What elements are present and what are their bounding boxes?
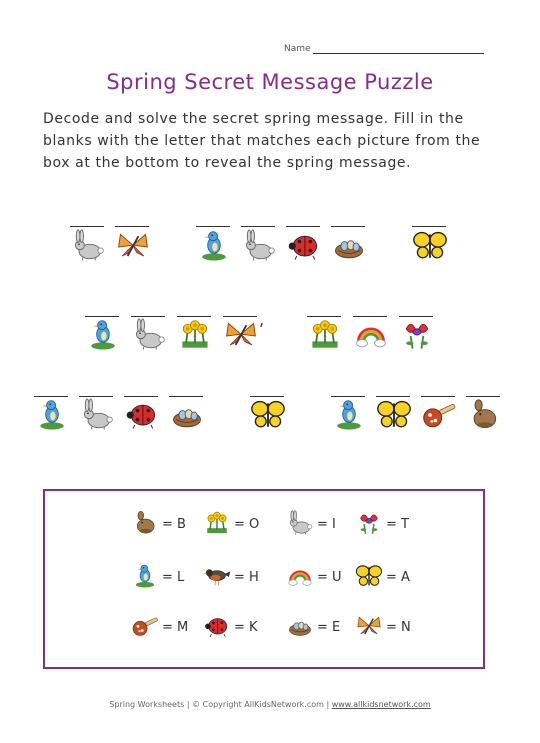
rabbit-icon (70, 229, 106, 263)
answer-blank[interactable] (177, 316, 211, 317)
mushroom-icon (421, 398, 457, 432)
robin-icon (203, 563, 231, 591)
answer-blank[interactable] (34, 396, 68, 397)
bird-icon (85, 318, 121, 352)
tulips-icon (355, 510, 383, 538)
answer-blank[interactable] (399, 316, 433, 317)
key-letter: = B (162, 517, 186, 532)
key-letter: = T (386, 517, 409, 532)
answer-blank[interactable] (353, 316, 387, 317)
butterfly-yellow-icon (376, 398, 412, 432)
footer-link[interactable]: www.allkidsnetwork.com (331, 700, 431, 709)
butterfly-pink-icon (115, 229, 151, 263)
ladybug-icon (124, 398, 160, 432)
daffodil-icon (203, 510, 231, 538)
answer-blank[interactable] (115, 226, 149, 227)
key-letter: = A (386, 570, 410, 585)
answer-blank[interactable] (169, 396, 203, 397)
answer-blank[interactable] (421, 396, 455, 397)
answer-blank[interactable] (85, 316, 119, 317)
rabbit-icon (131, 318, 167, 352)
answer-blank[interactable] (412, 226, 446, 227)
answer-blank[interactable] (223, 316, 257, 317)
bunny-brown-icon (466, 398, 502, 432)
mushroom-icon (131, 613, 159, 641)
answer-blank[interactable] (124, 396, 158, 397)
butterfly-yellow-icon (412, 229, 448, 263)
answer-blank[interactable] (307, 316, 341, 317)
ladybug-icon (286, 229, 322, 263)
bird-icon (196, 229, 232, 263)
tulips-icon (399, 318, 435, 352)
instruction-line-3: box at the bottom to reveal the spring message. (43, 155, 412, 171)
answer-blank[interactable] (79, 396, 113, 397)
daffodil-icon (307, 318, 343, 352)
rainbow-icon (286, 563, 314, 591)
bird-icon (331, 398, 367, 432)
bird-icon (131, 563, 159, 591)
butterfly-pink-icon (355, 613, 383, 641)
answer-blank[interactable] (250, 396, 284, 397)
bird-icon (34, 398, 70, 432)
bunny-brown-icon (131, 510, 159, 538)
nest-icon (286, 613, 314, 641)
name-line (313, 53, 484, 54)
key-letter: = L (162, 570, 185, 585)
key-letter: = U (317, 570, 342, 585)
key-letter: = H (234, 570, 259, 585)
rainbow-icon (353, 318, 389, 352)
rabbit-icon (286, 510, 314, 538)
key-letter: = M (162, 620, 189, 635)
answer-blank[interactable] (331, 396, 365, 397)
comma: , (259, 310, 265, 329)
answer-blank[interactable] (331, 226, 365, 227)
answer-blank[interactable] (466, 396, 500, 397)
answer-blank[interactable] (376, 396, 410, 397)
footer-copyright: Spring Worksheets | © Copyright AllKidsNetwork.com | (109, 700, 332, 709)
butterfly-pink-icon (223, 318, 259, 352)
answer-blank[interactable] (196, 226, 230, 227)
answer-blank[interactable] (286, 226, 320, 227)
answer-blank[interactable] (241, 226, 275, 227)
butterfly-yellow-icon (250, 398, 286, 432)
answer-blank[interactable] (131, 316, 165, 317)
daffodil-icon (177, 318, 213, 352)
key-letter: = I (317, 517, 336, 532)
nest-icon (331, 229, 367, 263)
instruction-line-2: blanks with the letter that matches each picture from the (43, 133, 481, 149)
footer (0, 700, 540, 709)
rabbit-icon (241, 229, 277, 263)
answer-blank[interactable] (70, 226, 104, 227)
ladybug-icon (203, 613, 231, 641)
butterfly-yellow-icon (355, 563, 383, 591)
key-letter: = E (317, 620, 341, 635)
answer-key-box (43, 489, 485, 669)
name-label: Name (284, 44, 311, 54)
page-title: Spring Secret Message Puzzle (106, 70, 434, 94)
key-letter: = K (234, 620, 258, 635)
instruction-line-1: Decode and solve the secret spring message. Fill in the (43, 111, 464, 127)
key-letter: = N (386, 620, 411, 635)
rabbit-icon (79, 398, 115, 432)
key-letter: = O (234, 517, 260, 532)
nest-icon (169, 398, 205, 432)
